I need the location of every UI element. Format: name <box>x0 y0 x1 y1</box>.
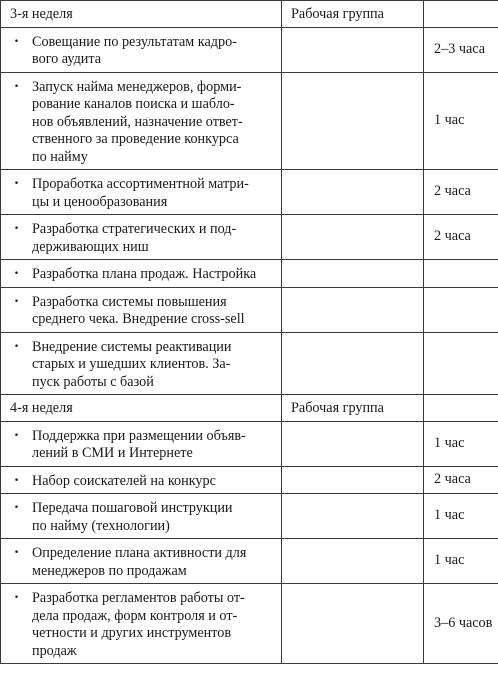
task-cell <box>1 170 282 215</box>
table-row <box>1 260 498 288</box>
table-row <box>1 287 498 332</box>
time-value: 1 час <box>434 552 465 569</box>
list-item <box>1 584 281 663</box>
time-value: 1 час <box>434 507 465 524</box>
group-cell <box>282 215 424 260</box>
table-row <box>1 170 498 215</box>
group-cell <box>282 27 424 72</box>
time-cell <box>424 421 498 466</box>
time-cell <box>424 215 498 260</box>
week-label: 4-я неделя <box>1 395 282 422</box>
task-text-line: старых и ушедших клиентов. За- <box>32 356 231 372</box>
time-value: 2–3 часа <box>434 40 486 57</box>
bullet-icon: • <box>13 475 20 486</box>
time-cell <box>424 27 498 72</box>
group-cell <box>282 421 424 466</box>
time-header-cell <box>424 395 498 422</box>
list-item <box>1 288 281 332</box>
task-text-line: четности и других инструментов <box>32 625 232 641</box>
group-label: Рабочая группа <box>282 1 424 28</box>
time-value: 1 час <box>434 434 465 451</box>
task-text <box>32 176 275 211</box>
table-row <box>1 539 498 584</box>
task-text-line: Разработка плана продаж. Настройка <box>32 266 257 282</box>
task-text-line: Проработка ассортиментной матри- <box>32 176 249 192</box>
task-text-line: Разработка системы повышения <box>32 293 227 310</box>
task-cell <box>1 539 282 584</box>
bullet-icon: • <box>13 593 20 603</box>
task-text-line: среднего чека. Внедрение cross-sell <box>32 311 245 327</box>
group-cell <box>282 170 424 215</box>
task-cell <box>1 584 282 664</box>
task-text <box>32 79 275 167</box>
task-text-line: вого аудита <box>32 51 102 67</box>
table-row <box>1 421 498 466</box>
time-cell <box>424 466 498 494</box>
time-cell <box>424 72 498 170</box>
list-item <box>1 467 281 494</box>
task-text <box>32 590 275 660</box>
task-text-line: менеджеров по продажам <box>32 562 187 579</box>
table-row <box>1 72 498 170</box>
task-text-line: Набор соискателей на конкурс <box>32 472 216 489</box>
task-text <box>32 221 275 256</box>
list-item <box>1 260 281 287</box>
task-text <box>32 294 275 329</box>
group-cell <box>282 584 424 664</box>
bullet-icon: • <box>13 224 20 234</box>
task-text-line: по найму <box>32 148 88 165</box>
time-cell <box>424 170 498 215</box>
task-text-line: Совещание по результатам кадро- <box>32 33 237 50</box>
task-cell <box>1 72 282 170</box>
week-header-row <box>1 1 498 28</box>
task-text-line: Определение плана активности для <box>32 545 247 561</box>
task-text-line: Внедрение системы реактивации <box>32 338 232 355</box>
bullet-icon: • <box>13 296 20 307</box>
time-cell <box>424 539 498 584</box>
task-text-line: нов объявлений, назначение ответ- <box>32 113 243 130</box>
group-cell <box>282 287 424 332</box>
group-cell <box>282 332 424 395</box>
time-header-cell <box>424 1 498 28</box>
task-cell <box>1 332 282 395</box>
time-cell <box>424 287 498 332</box>
task-text-line: цы и ценообразования <box>32 193 168 210</box>
bullet-icon: • <box>13 179 20 189</box>
list-item <box>1 215 281 259</box>
task-text <box>32 34 275 69</box>
list-item <box>1 333 281 395</box>
task-text-line: продаж <box>32 642 77 659</box>
task-text <box>32 266 275 284</box>
task-text-line: держивающих ниш <box>32 238 149 255</box>
table-row <box>1 215 498 260</box>
task-cell <box>1 27 282 72</box>
group-cell <box>282 539 424 584</box>
task-cell <box>1 215 282 260</box>
task-text-line: дела продаж, форм контроля и от- <box>32 607 238 624</box>
bullet-icon: • <box>13 341 20 352</box>
list-item <box>1 539 281 583</box>
task-text-line: рование каналов поиска и шабло- <box>32 96 235 112</box>
time-value: 2 часа <box>434 471 471 487</box>
task-text <box>32 545 275 580</box>
task-cell <box>1 260 282 288</box>
table-row <box>1 466 498 494</box>
task-cell <box>1 287 282 332</box>
table-row <box>1 332 498 395</box>
time-value: 2 часа <box>434 228 471 245</box>
time-cell <box>424 584 498 664</box>
list-item <box>1 28 281 72</box>
task-text <box>32 473 275 491</box>
group-cell <box>282 494 424 539</box>
time-cell <box>424 494 498 539</box>
task-text-line: Разработка регламентов работы от- <box>32 590 245 606</box>
table-row <box>1 27 498 72</box>
bullet-icon: • <box>13 503 20 513</box>
table-row <box>1 494 498 539</box>
task-text-line: ственного за проведение конкурса <box>32 131 239 147</box>
task-text-line: Разработка стратегических и под- <box>32 221 237 237</box>
time-value: 3–6 часов <box>434 614 493 631</box>
bullet-icon: • <box>13 548 20 558</box>
list-item <box>1 422 281 466</box>
task-text <box>32 339 275 392</box>
task-text-line: Поддержка при размещении объяв- <box>32 427 246 444</box>
time-value: 2 часа <box>434 183 471 200</box>
time-value: 1 час <box>434 112 465 128</box>
table-row <box>1 584 498 664</box>
time-cell <box>424 260 498 288</box>
task-cell <box>1 494 282 539</box>
task-text-line: пуск работы с базой <box>32 373 154 390</box>
task-text-line: лений в СМИ и Интернете <box>32 445 193 461</box>
task-text-line: Передача пошаговой инструкции <box>32 500 233 516</box>
task-text <box>32 500 275 535</box>
task-text <box>32 428 275 463</box>
task-cell <box>1 421 282 466</box>
bullet-icon: • <box>13 36 20 47</box>
week-label: 3-я неделя <box>1 1 282 28</box>
bullet-icon: • <box>13 430 20 441</box>
list-item <box>1 73 281 170</box>
bullet-icon: • <box>13 269 20 279</box>
bullet-icon: • <box>13 81 20 92</box>
task-cell <box>1 466 282 494</box>
group-cell <box>282 72 424 170</box>
group-cell <box>282 260 424 288</box>
task-text-line: по найму (технологии) <box>32 517 170 534</box>
group-cell <box>282 466 424 494</box>
group-label: Рабочая группа <box>282 395 424 422</box>
task-text-line: Запуск найма менеджеров, форми- <box>32 78 242 95</box>
schedule-table-body <box>1 1 498 664</box>
list-item <box>1 494 281 538</box>
week-header-row <box>1 395 498 422</box>
list-item <box>1 170 281 214</box>
time-cell <box>424 332 498 395</box>
